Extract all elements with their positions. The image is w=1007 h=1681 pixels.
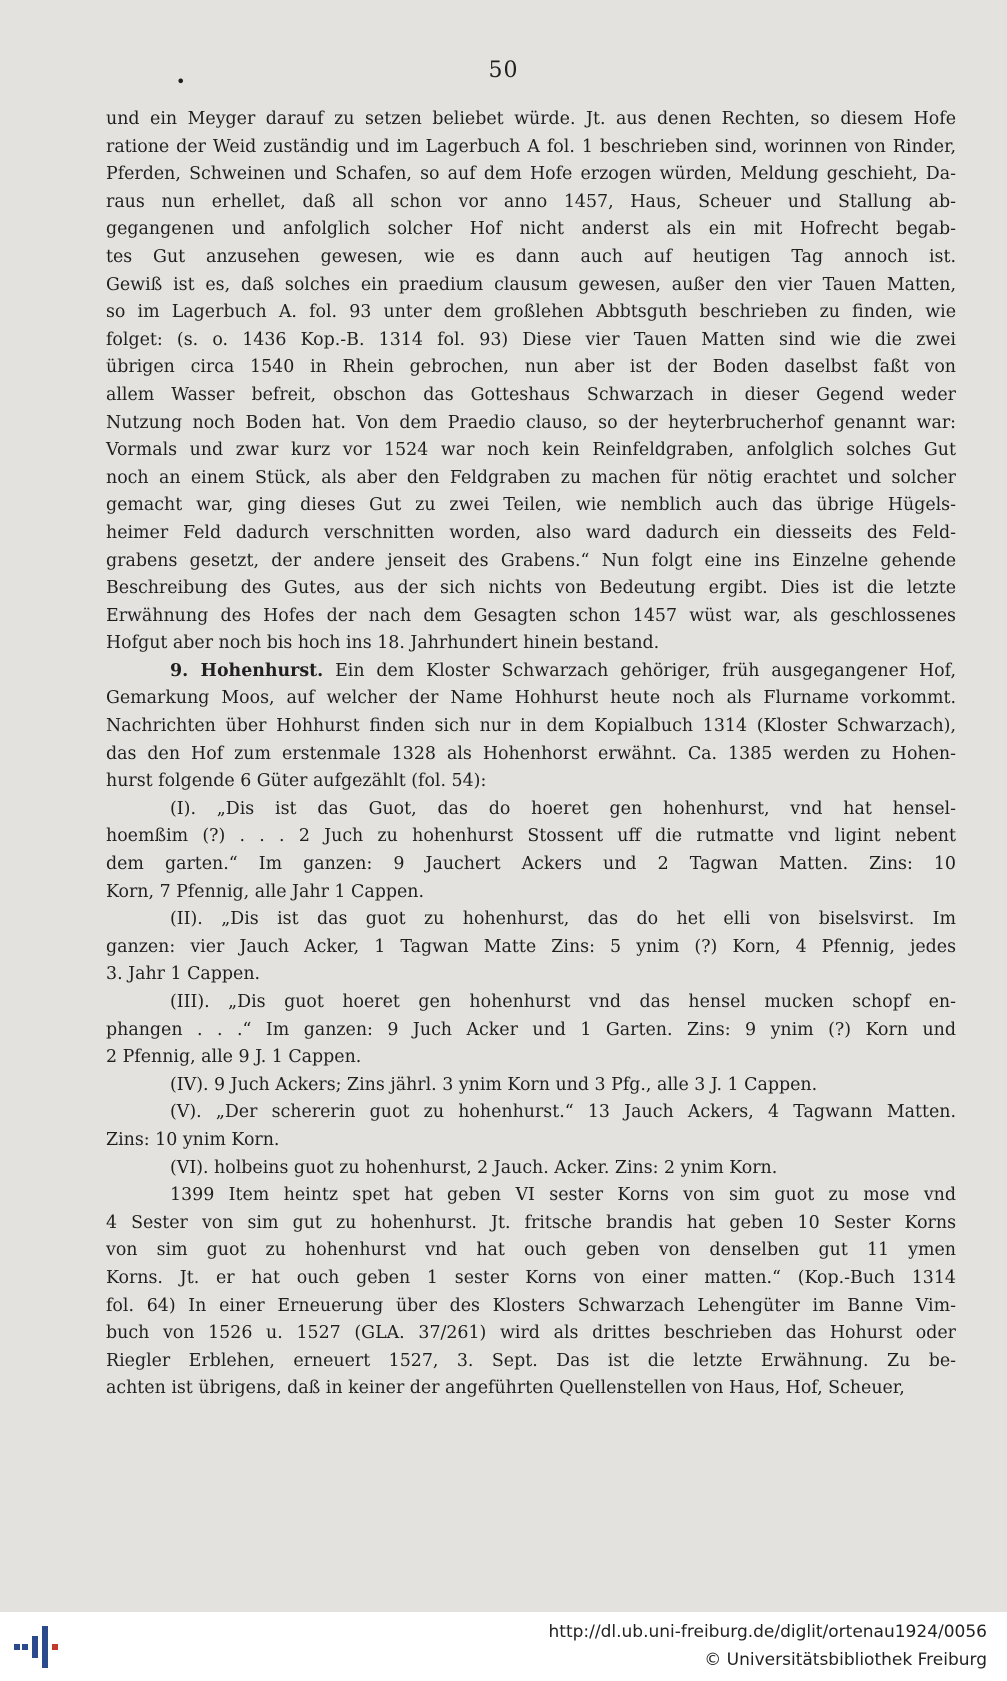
line-text: hoemßim (?) . . . 2 Juch zu hohenhurst Stossent uff die rutmatte vnd ligint nebent	[106, 826, 956, 847]
text-line	[106, 548, 956, 576]
line-text: ganzen: vier Jauch Acker, 1 Tagwan Matte Zins: 5 ynim (?) Korn, 4 Pfennig, jedes	[106, 936, 956, 957]
page-number: 50	[488, 58, 519, 83]
text-line	[106, 1237, 956, 1265]
body-text	[106, 106, 956, 1403]
text-line	[106, 1320, 956, 1348]
text-line	[106, 989, 956, 1017]
text-line	[106, 272, 956, 300]
line-text: 3. Jahr 1 Cappen.	[106, 964, 261, 985]
text-line	[106, 823, 956, 851]
line-text: (II). „Dis ist das guot zu hohenhurst, das do het elli von biselsvirst. Im	[170, 909, 956, 930]
text-line	[106, 906, 956, 934]
line-text: gegangenen und anfolglich solcher Hof nicht anderst als ein mit Hofrecht begab-	[106, 219, 956, 240]
text-line	[106, 934, 956, 962]
text-line	[106, 685, 956, 713]
text-line	[106, 299, 956, 327]
text-line	[106, 630, 956, 658]
line-text: von sim guot zu hohenhurst vnd hat ouch geben von denselben gut 11 ymen	[106, 1240, 956, 1261]
text-line	[106, 1099, 956, 1127]
line-text: (I). „Dis ist das Guot, das do hoeret gen hohenhurst, vnd hat hensel-	[170, 798, 956, 819]
footer	[0, 1612, 1007, 1681]
line-text: grabens gesetzt, der andere jenseit des Grabens.“ Nun folgt eine ins Einzelne gehende	[106, 550, 956, 571]
line-text: Erwähnung des Hofes der nach dem Gesagten schon 1457 wüst war, als geschlossenes	[106, 605, 956, 626]
line-text: Hofgut aber noch bis hoch ins 18. Jahrhundert hinein bestand.	[106, 633, 660, 654]
line-text: das den Hof zum erstenmale 1328 als Hohenhorst erwähnt. Ca. 1385 werden zu Hohen-	[106, 743, 956, 764]
line-text: hurst folgende 6 Güter aufgezählt (fol. 54):	[106, 771, 487, 792]
line-text: gemacht war, ging dieses Gut zu zwei Teilen, wie nemblich auch das übrige Hügels-	[106, 495, 956, 516]
line-text: phangen . . .“ Im ganzen: 9 Juch Acker und 1 Garten. Zins: 9 ynim (?) Korn und	[106, 1019, 956, 1040]
line-text: so im Lagerbuch A. fol. 93 unter dem großlehen Abbtsguth beschrieben zu finden, wie	[106, 302, 956, 323]
text-line	[106, 1182, 956, 1210]
line-text: Korn, 7 Pfennig, alle Jahr 1 Cappen.	[106, 881, 424, 902]
text-line	[106, 492, 956, 520]
text-line	[106, 1072, 956, 1100]
line-text: 2 Pfennig, alle 9 J. 1 Cappen.	[106, 1047, 362, 1068]
line-text: achten ist übrigens, daß in keiner der angeführten Quellenstellen von Haus, Hof, Scheuer,	[106, 1378, 905, 1399]
line-text: Gewiß ist es, daß solches ein praedium clausum gewesen, außer den vier Tauen Matten,	[106, 274, 956, 295]
text-line	[106, 1348, 956, 1376]
line-text: allem Wasser befreit, obschon das Gotteshaus Schwarzach in dieser Gegend weder	[106, 384, 956, 405]
line-text: (VI). holbeins guot zu hohenhurst, 2 Jauch. Acker. Zins: 2 ynim Korn.	[170, 1157, 778, 1178]
text-line	[106, 741, 956, 769]
line-text: ratione der Weid zuständig und im Lagerbuch A fol. 1 beschrieben sind, worinnen von Rinder,	[106, 136, 956, 157]
line-text: raus nun erhellet, daß all schon vor anno 1457, Haus, Scheuer und Stallung ab-	[106, 191, 956, 212]
line-text: Vormals und zwar kurz vor 1524 war noch kein Reinfeldgraben, anfolglich solches Gut	[106, 440, 956, 461]
text-line	[106, 244, 956, 272]
line-text: (V). „Der schererin guot zu hohenhurst.“ 13 Jauch Ackers, 4 Tagwann Matten.	[170, 1102, 956, 1123]
text-line	[106, 354, 956, 382]
text-line	[106, 796, 956, 824]
line-text: 1399 Item heintz spet hat geben VI sester Korns von sim guot zu mose vnd	[170, 1185, 956, 1206]
text-line	[106, 1017, 956, 1045]
text-line	[106, 658, 956, 686]
text-line	[106, 410, 956, 438]
line-text: Ein dem Kloster Schwarzach gehöriger, früh ausgegangener Hof,	[323, 660, 956, 681]
source-url-link[interactable]: http://dl.ub.uni-freiburg.de/diglit/ortenau1924/0056	[548, 1622, 987, 1642]
line-text: Nachrichten über Hohhurst finden sich nur in dem Kopialbuch 1314 (Kloster Schwarzach),	[106, 716, 956, 737]
line-text: dem garten.“ Im ganzen: 9 Jauchert Ackers und 2 Tagwan Matten. Zins: 10	[106, 854, 956, 875]
line-text: fol. 64) In einer Erneuerung über des Klosters Schwarzach Lehengüter im Banne Vim-	[106, 1295, 956, 1316]
line-text: Riegler Erblehen, erneuert 1527, 3. Sept. Das ist die letzte Erwähnung. Zu be-	[106, 1350, 956, 1371]
line-text: übrigen circa 1540 in Rhein gebrochen, nun aber ist der Boden daselbst faßt von	[106, 357, 956, 378]
text-line	[106, 768, 956, 796]
text-line	[106, 879, 956, 907]
text-line	[106, 465, 956, 493]
text-line	[106, 1375, 956, 1403]
text-line	[106, 134, 956, 162]
line-text: und ein Meyger darauf zu setzen beliebet würde. Jt. aus denen Rechten, so diesem Hofe	[106, 109, 956, 129]
line-text: Gemarkung Moos, auf welcher der Name Hohhurst heute noch als Flurname vorkommt.	[106, 688, 956, 709]
text-line	[106, 161, 956, 189]
line-text: folget: (s. o. 1436 Kop.-B. 1314 fol. 93) Diese vier Tauen Matten sind wie die zwei	[106, 329, 956, 350]
text-line	[106, 106, 956, 134]
line-text: noch an einem Stück, als aber den Feldgraben zu machen für nötig erachtet und solcher	[106, 467, 956, 488]
line-text: (IV). 9 Juch Ackers; Zins jährl. 3 ynim Korn und 3 Pfg., alle 3 J. 1 Cappen.	[170, 1074, 818, 1095]
section-heading: 9. Hohenhurst.	[170, 660, 324, 681]
copyright-text: © Universitätsbibliothek Freiburg	[704, 1650, 987, 1670]
text-line	[106, 1265, 956, 1293]
text-line	[106, 189, 956, 217]
line-text: Nutzung noch Boden hat. Von dem Praedio clauso, so der heyterbrucherhof genannt war:	[106, 412, 956, 433]
text-line	[106, 961, 956, 989]
line-text: Zins: 10 ynim Korn.	[106, 1129, 280, 1150]
text-line	[106, 1127, 956, 1155]
text-line	[106, 575, 956, 603]
text-line	[106, 1044, 956, 1072]
line-text: Beschreibung des Gutes, aus der sich nichts von Bedeutung ergibt. Dies ist die letzte	[106, 578, 956, 599]
line-text: (III). „Dis guot hoeret gen hohenhurst vnd das hensel mucken schopf en-	[170, 992, 956, 1012]
line-text: tes Gut anzusehen gewesen, wie es dann auch auf heutigen Tag annoch ist.	[106, 246, 956, 267]
text-line	[106, 327, 956, 355]
text-line	[106, 713, 956, 741]
text-line	[106, 437, 956, 465]
text-line	[106, 1155, 956, 1183]
line-text: heimer Feld dadurch verschnitten worden, also ward dadurch ein diesseits des Feld-	[106, 522, 956, 543]
text-line	[106, 851, 956, 879]
text-line	[106, 1210, 956, 1238]
text-line	[106, 520, 956, 548]
text-line	[106, 603, 956, 631]
text-line	[106, 216, 956, 244]
line-text: Korns. Jt. er hat ouch geben 1 sester Korns von einer matten.“ (Kop.-Buch 1314	[106, 1267, 956, 1288]
line-text: 4 Sester von sim gut zu hohenhurst. Jt. fritsche brandis hat geben 10 Sester Korns	[106, 1212, 956, 1233]
library-logo-icon	[14, 1622, 64, 1672]
line-text: Pferden, Schweinen und Schafen, so auf dem Hofe erzogen würden, Meldung geschieht, Da-	[106, 164, 956, 185]
page-mark: •	[176, 72, 186, 91]
text-line	[106, 1293, 956, 1321]
line-text: buch von 1526 u. 1527 (GLA. 37/261) wird als drittes beschrieben das Hohurst oder	[106, 1323, 956, 1344]
text-line	[106, 382, 956, 410]
